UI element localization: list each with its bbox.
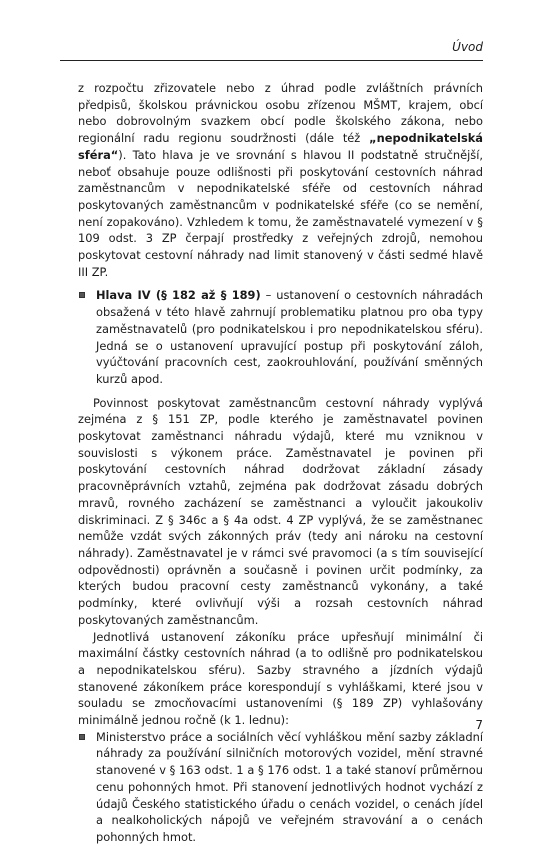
paragraph-text: z rozpočtu zřizovatele nebo z úhrad podle zvláštních právních předpisů, školskou právnickou osobu zřízenou MŠMT, krajem, obcí nebo dobrovolným svazkem obcí podle školského zákona, nebo regionální radu regionu soudržnosti (dále též bbox=[78, 81, 483, 146]
running-header: Úvod bbox=[452, 40, 483, 54]
continued-paragraph bbox=[78, 80, 483, 280]
square-bullet-icon bbox=[79, 292, 85, 298]
list-item bbox=[78, 287, 483, 387]
item-text: – ustanovení o cestovních náhradách obsažená v této hlavě zahrnují problematiku platnou pro oba typy zaměstnavatelů (pro podnikatelskou i pro nepodnikatelskou sféru). Jedná se o ustanovení upravující postup při poskytování záloh, vyúčtování pracovních cest, zaokrouhlování, používání směnných kurzů apod. bbox=[96, 288, 483, 386]
header-rule bbox=[60, 60, 483, 61]
bold-term: „nepodnikatelská sféra“ bbox=[78, 131, 483, 162]
list-item bbox=[78, 729, 483, 846]
item-heading: Hlava IV (§ 182 až § 189) bbox=[96, 288, 261, 303]
page-body bbox=[78, 80, 483, 846]
square-bullet-icon bbox=[79, 734, 85, 740]
paragraph: Jednotlivá ustanovení zákoníku práce upřesňují minimální či maximální částky cestovních náhrad (a to odlišně pro podnikatelskou a nepodnikatelskou sféru). Sazby stravného a jízdních výdajů stanovené zákoníkem práce korespondují s vyhláškami, které jsou v souladu se zmocňovacími ustanoveními (§ 189 ZP) vyhlašovány minimálně jednou ročně (k 1. lednu): bbox=[78, 629, 483, 728]
paragraph: Povinnost poskytovat zaměstnancům cestovní náhrady vyplývá zejména z § 151 ZP, podle kterého je zaměstnavatel povinen poskytovat zaměstnanci náhradu výdajů, které mu vzniknou v souvislosti s výkonem práce. Zaměstnavatel je povinen při poskytování cestovních náhrad dodržovat základní zásady pracovněprávních vztahů, zejména pak dodržovat zásadu dobrých mravů, rovného zacházení se zaměstnanci a vyloučit jakoukoliv diskriminaci. Z § 346c a § 4a odst. 4 ZP vyplývá, že se zaměstnanec nemůže vzdát svých zákonných práv (tedy ani nároku na cestovní náhrady). Zaměstnavatel je v rámci své pravomoci (a s tím související odpovědnosti) oprávněn a současně i povinen určit podmínky, za kterých budou pracovní cesty zaměstnanců vykonány, a také podmínky, které ovlivňují výši a rozsah cestovních náhrad poskytovaných zaměstnancům. bbox=[78, 395, 483, 627]
paragraph-text: ). Tato hlava je ve srovnání s hlavou II podstatně stručnější, neboť obsahuje pouze odlišnosti při poskytování cestovních náhrad zaměstnancům v nepodnikatelské sféře od cestovních náhrad poskytovaných zaměstnancům v podnikatelské sféře (co se nemění, není zopakováno). Vzhledem k tomu, že zaměstnavatelé vymezení v § 109 odst. 3 ZP čerpají prostředky z veřejných zdrojů, nemohou poskytovat cestovní náhrady nad limit stanovený v části sedmé hlavě III ZP. bbox=[78, 147, 483, 279]
page-number: 7 bbox=[475, 718, 483, 732]
item-text: Ministerstvo práce a sociálních věcí vyhláškou mění sazby základní náhrady za používání silničních motorových vozidel, mění stravné stanovené v § 163 odst. 1 a § 176 odst. 1 a také stanoví průměrnou cenu pohonných hmot. Při stanovení jednotlivých hodnot vychází z údajů Českého statistického úřadu o cenách vozidel, o cenách jídel a nealkoholických nápojů ve veřejném stravování a o cenách pohonných hmot. bbox=[96, 729, 483, 844]
